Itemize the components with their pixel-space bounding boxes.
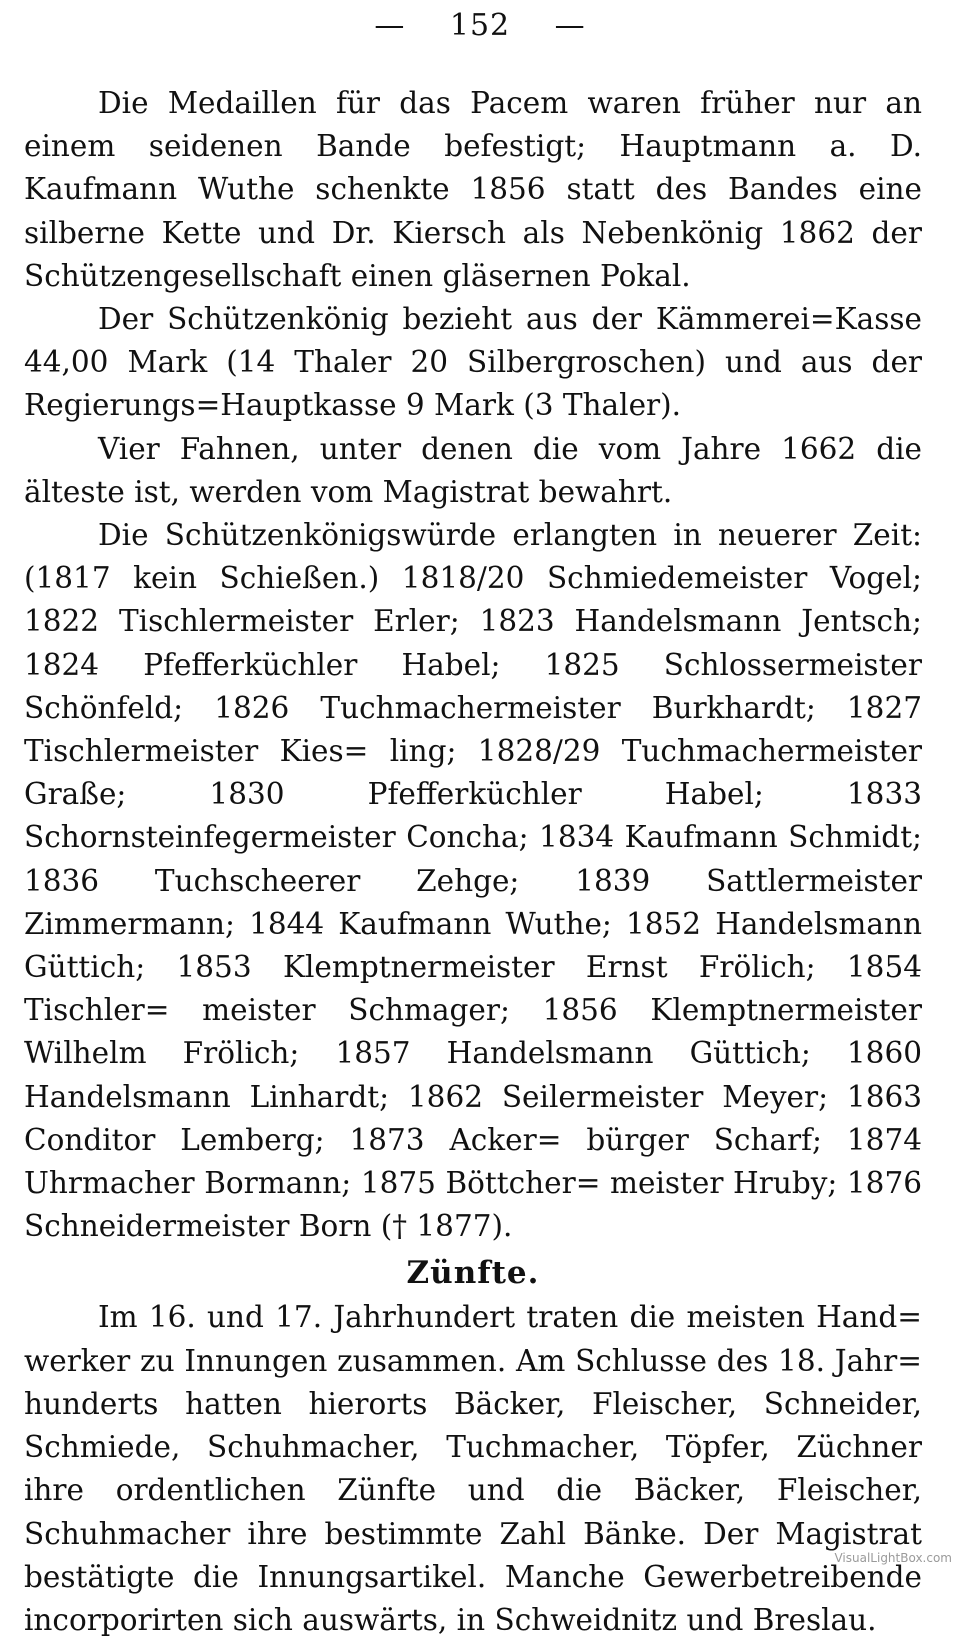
watermark: VisualLightBox.com	[834, 1551, 952, 1565]
body-text	[24, 82, 922, 1642]
page-header	[0, 8, 960, 43]
header-dash-left: —	[374, 8, 406, 43]
paragraph-flags: Vier Fahnen, unter denen die vom Jahre 1662 die älteste ist, werden vom Magistrat bewahrt.	[24, 431, 922, 509]
header-dash-right: —	[554, 8, 586, 43]
paragraph-kings-list: Die Schützenkönigswürde erlangten in neuerer Zeit: (1817 kein Schießen.) 1818/20 Schmiedemeister Vogel; 1822 Tischlermeister Erler; 1823 Handelsmann Jentsch; 1824 Pfefferküchler Habel; 1825 Schlossermeister Schönfeld; 1826 Tuchmachermeister Burkhardt; 1827 Tischlermeister Kies= ling; 1828/29 Tuchmachermeister Graße; 1830 Pfefferküchler Habel; 1833 Schornsteinfegermeister Concha; 1834 Kaufmann Schmidt; 1836 Tuchscheerer Zehge; 1839 Sattlermeister Zimmermann; 1844 Kaufmann Wuthe; 1852 Handelsmann Güttich; 1853 Klemptnermeister Ernst Frölich; 1854 Tischler= meister Schmager; 1856 Klemptnermeister Wilhelm Frölich; 1857 Handelsmann Güttich; 1860 Handelsmann Linhardt; 1862 Seilermeister Meyer; 1863 Conditor Lemberg; 1873 Acker= bürger Scharf; 1874 Uhrmacher Bormann; 1875 Böttcher= meister Hruby; 1876 Schneidermeister Born († 1877).	[24, 518, 922, 1244]
paragraph-income: Der Schützenkönig bezieht aus der Kämmerei=Kasse 44,00 Mark (14 Thaler 20 Silbergroschen) und aus der Regierungs=Hauptkasse 9 Mark (3 Thaler).	[24, 302, 922, 423]
paragraph-medals: Die Medaillen für das Pacem waren früher nur an einem seidenen Bande befestigt; Hauptmann a. D. Kaufmann Wuthe schenkte 1856 statt des Bandes eine silberne Kette und Dr. Kiersch als Nebenkönig 1862 der Schützengesellschaft einen gläsernen Pokal.	[24, 86, 922, 293]
page-number: 152	[449, 8, 511, 43]
section-heading: Zünfte.	[406, 1255, 540, 1292]
paragraph-guilds: Im 16. und 17. Jahrhundert traten die meisten Hand= werker zu Innungen zusammen. Am Schlusse des 18. Jahr= hunderts hatten hierorts Bäcker, Fleischer, Schneider, Schmiede, Schuhmacher, Tuchmacher, Töpfer, Züchner ihre ordentlichen Zünfte und die Bäcker, Fleischer, Schuhmacher ihre bestimmte Zahl Bänke. Der Magistrat bestätigte die Innungsartikel. Manche Gewerbetreibende incorporirten sich auswärts, in Schweidnitz und Breslau.	[24, 1300, 922, 1637]
